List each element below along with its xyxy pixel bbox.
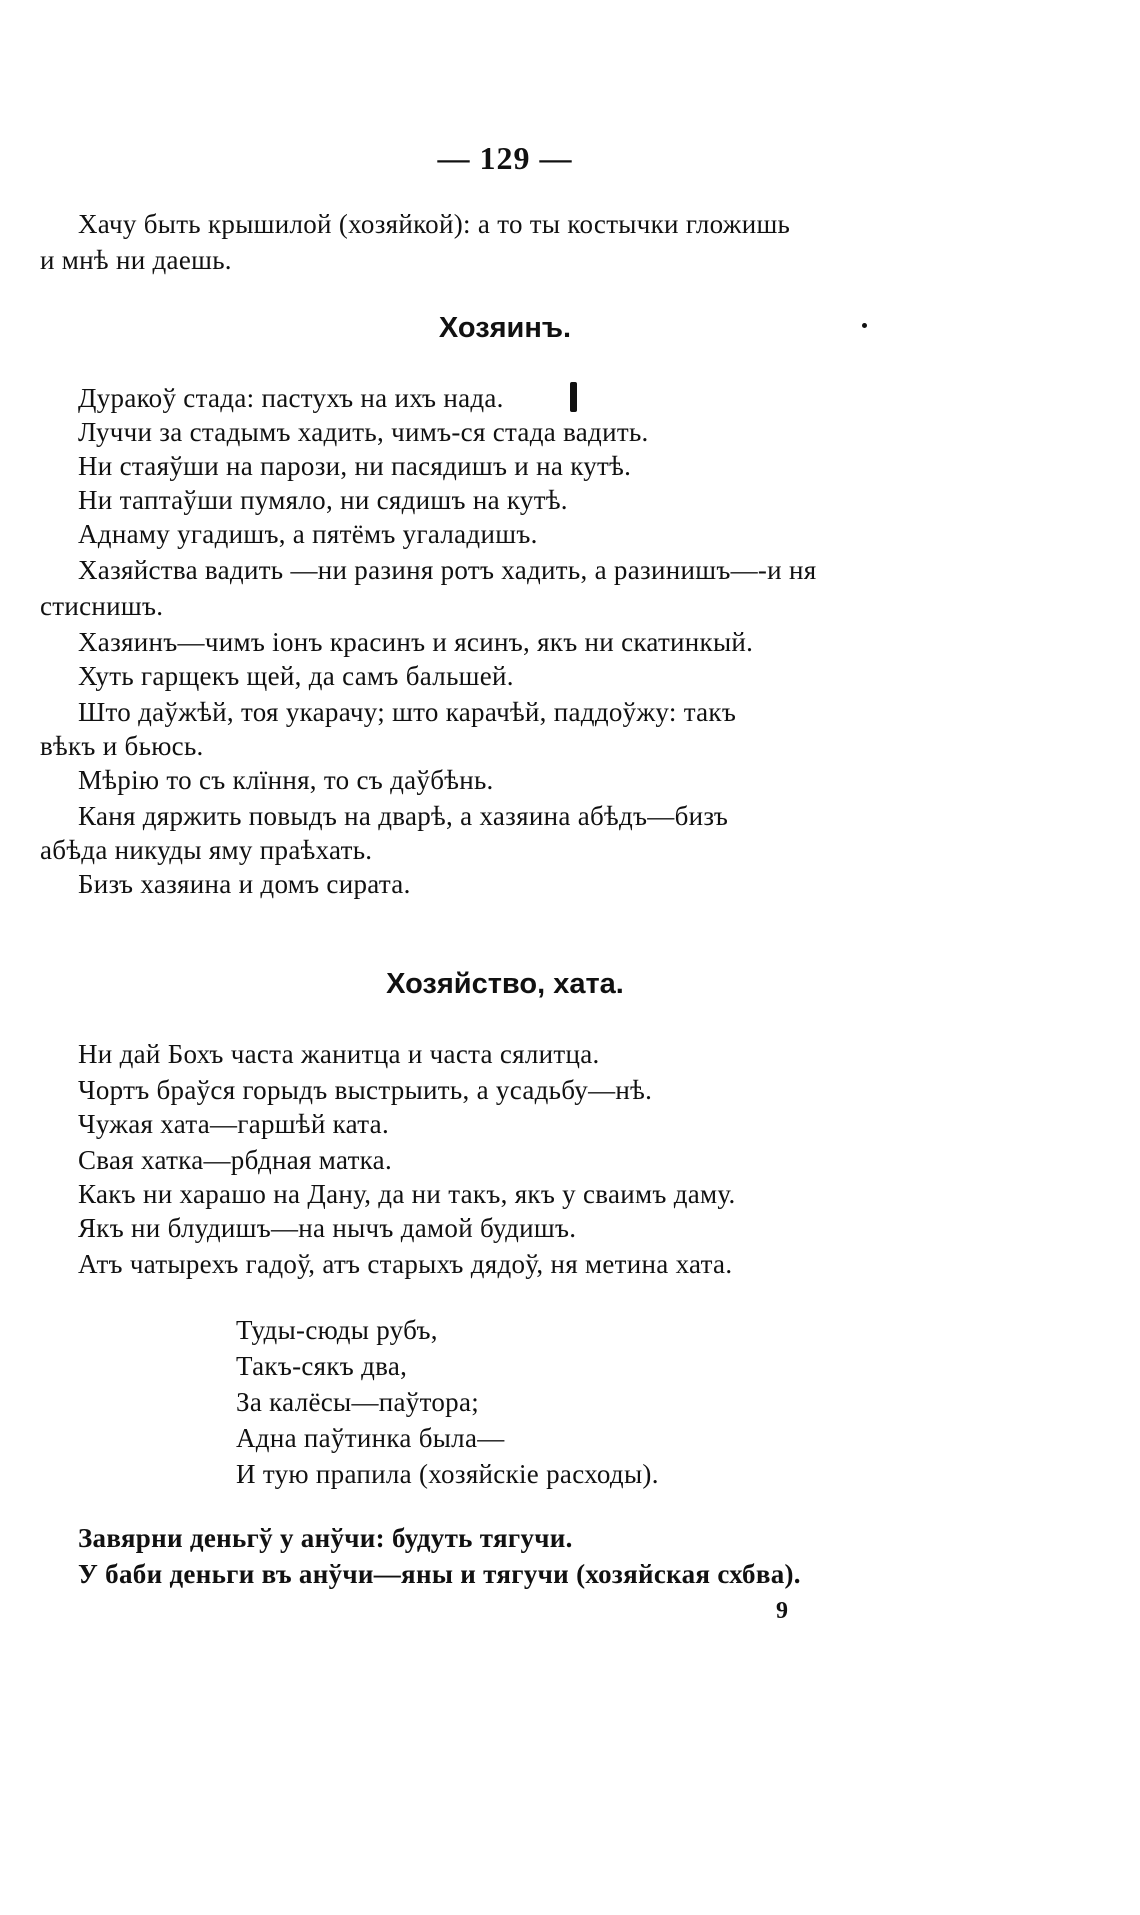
signature-mark: 9 [776,1598,788,1624]
proverb-line: Луччи за стадымъ хадить, чимъ-ся стада вадить. [78,417,649,447]
proverb-line: Што даўжѣй, тоя укарачу; што карачѣй, паддоўжу: такъ [78,697,737,727]
proverb-line: Бизъ хазяина и домъ сирата. [78,869,411,899]
intro-line: Хачу быть крышилой (хозяйкой): а то ты костычки гложишь [78,209,791,239]
verse-line: Адна паўтинка была— [236,1423,505,1453]
section-heading-household: Хозяйство, хата. [386,968,624,1000]
proverb-line: Какъ ни харашо на Дану, да ни такъ, якъ у сваимъ даму. [78,1179,736,1209]
proverb-line: Дуракоў стада: пастухъ на ихъ нада. [78,383,504,413]
proverb-line: Ни таптаўши пумяло, ни сядишъ на кутѣ. [78,485,568,515]
section-heading-master: Хозяинъ. [438,312,572,344]
proverb-line: Аднаму угадишъ, а пятёмъ угаладишъ. [78,519,538,549]
proverb-line: стиснишъ. [40,591,164,621]
proverb-line: Хуть гарщекъ щей, да самъ бальшей. [78,661,514,691]
page-number: — 129 — [437,140,573,176]
proverb-line: Каня дяржить повыдъ на дварѣ, а хазяина абѣдъ—бизъ [78,801,729,831]
ink-mark [570,382,577,412]
proverb-line: вѣкъ и бьюсь. [40,731,204,761]
proverb-line: Чужая хата—гаршѣй ката. [78,1109,390,1139]
proverb-line: Мѣрію то съ клїння, то съ даўбѣнь. [78,765,494,795]
proverb-line: абѣда никуды яму праѣхать. [40,835,373,865]
proverb-line: Хазяйства вадить —ни разиня ротъ хадить, а разинишъ—-и ня [78,555,817,585]
verse-line: И тую прапила (хозяйскіе расходы). [236,1459,659,1489]
proverb-line: Ни дай Бохъ часта жанитца и часта сялитца. [78,1039,600,1069]
speck-mark [862,323,867,328]
intro-line: и мнѣ ни даешь. [40,245,232,275]
proverb-line: У баби деньги въ анўчи—яны и тягучи (хозяйская схбва). [78,1559,801,1589]
verse-line: Такъ-сякъ два, [236,1351,408,1381]
proverb-line: Свая хатка—рбдная матка. [78,1145,393,1175]
verse-line: За калёсы—паўтора; [236,1387,480,1417]
proverb-line: Чортъ браўся горыдъ выстрыить, а усадьбу—нѣ. [78,1075,653,1105]
proverb-line: Завярни деньгў у анўчи: будуть тягучи. [78,1523,573,1553]
proverb-line: Ни стаяўши на парози, ни пасядишъ и на кутѣ. [78,451,632,481]
verse-line: Туды-сюды рубъ, [236,1315,438,1345]
proverb-line: Атъ чатырехъ гадоў, атъ старыхъ дядоў, ня метина хата. [78,1249,733,1279]
proverb-line: Якъ ни блудишъ—на нычъ дамой будишъ. [78,1213,577,1243]
proverb-line: Хазяинъ—чимъ іонъ красинъ и ясинъ, якъ ни скатинкый. [78,627,754,657]
